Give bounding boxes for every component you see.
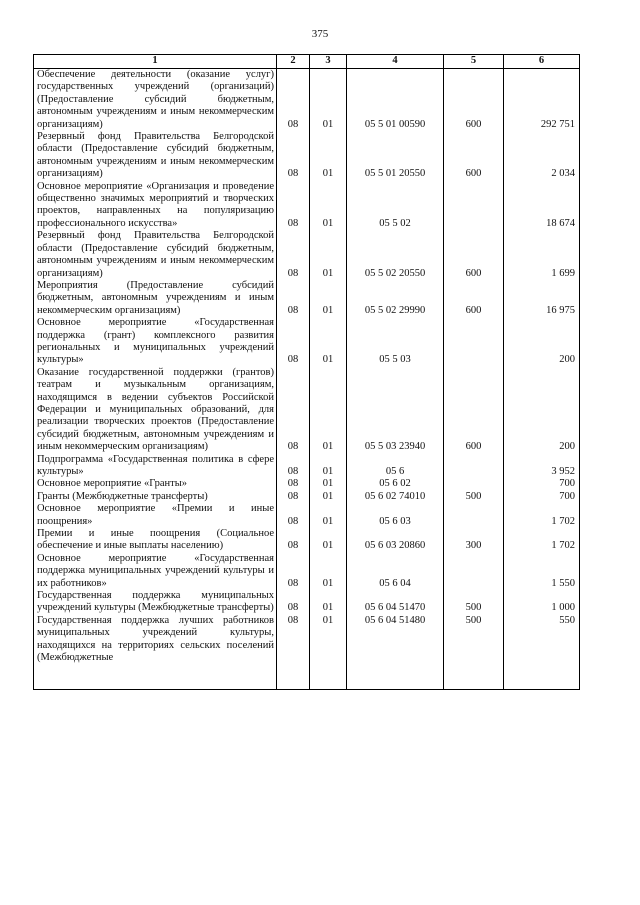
page-number: 375 (311, 28, 329, 40)
row-name-cell: Резервный фонд Правительства Белгородской области (Предоставление субсидий бюджетным, автономным учреждениям и иным некоммерческим организациям) (34, 230, 277, 280)
table-row (34, 615, 580, 690)
amount-cell: 3 952 (504, 454, 580, 479)
row-name-cell: Основное мероприятие «Премии и иные поощрения» (34, 503, 277, 528)
table-row (34, 553, 580, 590)
row-name-text: Государственная поддержка лучших работников муниципальных учреждений культуры, находящихся на территориях сельских поселений (Межбюджетные (37, 614, 274, 664)
expense-type-cell (444, 553, 504, 590)
column-header: 1 (34, 55, 277, 69)
column-header: 2 (277, 55, 310, 69)
table-row (34, 478, 580, 490)
table-row (34, 491, 580, 503)
subsection-code-cell: 01 (310, 230, 347, 280)
amount-cell: 2 034 (504, 131, 580, 181)
subsection-code-cell: 01 (310, 181, 347, 231)
row-name-cell: Гранты (Межбюджетные трансферты) (34, 491, 277, 503)
row-name-cell: Государственная поддержка муниципальных учреждений культуры (Межбюджетные трансферты) (34, 590, 277, 615)
expense-type-cell: 600 (444, 230, 504, 280)
section-code-cell: 08 (277, 528, 310, 553)
column-header: 5 (444, 55, 504, 69)
expense-type-cell (444, 478, 504, 490)
amount-cell: 1 550 (504, 553, 580, 590)
amount-cell: 550 (504, 615, 580, 690)
target-article-cell: 05 5 03 23940 (347, 367, 444, 454)
expense-type-cell: 600 (444, 367, 504, 454)
expense-type-cell: 500 (444, 615, 504, 690)
target-article-cell: 05 6 04 (347, 553, 444, 590)
amount-cell: 200 (504, 317, 580, 367)
table-row (34, 317, 580, 367)
subsection-code-cell: 01 (310, 317, 347, 367)
table-row (34, 454, 580, 479)
amount-cell: 200 (504, 367, 580, 454)
column-header: 6 (504, 55, 580, 69)
header-row (34, 55, 580, 69)
target-article-cell: 05 6 03 20860 (347, 528, 444, 553)
row-name-cell: Основное мероприятие «Государственная поддержка муниципальных учреждений культуры и их работников» (34, 553, 277, 590)
target-article-cell: 05 6 03 (347, 503, 444, 528)
expense-type-cell: 500 (444, 590, 504, 615)
amount-cell: 292 751 (504, 69, 580, 132)
budget-table (33, 54, 580, 690)
section-code-cell: 08 (277, 615, 310, 690)
target-article-cell: 05 5 02 20550 (347, 230, 444, 280)
subsection-code-cell: 01 (310, 367, 347, 454)
subsection-code-cell: 01 (310, 131, 347, 181)
expense-type-cell: 500 (444, 491, 504, 503)
row-name-cell: Обеспечение деятельности (оказание услуг) государственных учреждений (организаций) (Предоставление субсидий бюджетным, автономным учреждениям и иным некоммерческим организациям) (34, 69, 277, 132)
column-header: 3 (310, 55, 347, 69)
row-name-cell: Основное мероприятие «Государственная поддержка (грант) комплексного развития региональных и муниципальных учреждений культуры» (34, 317, 277, 367)
section-code-cell: 08 (277, 131, 310, 181)
expense-type-cell: 600 (444, 69, 504, 132)
target-article-cell: 05 6 02 74010 (347, 491, 444, 503)
table-row (34, 280, 580, 317)
table-row (34, 131, 580, 181)
row-name-cell: Основное мероприятие «Организация и проведение общественно значимых мероприятий и творческих проектов, направленных на популяризацию профессионального искусства» (34, 181, 277, 231)
section-code-cell: 08 (277, 590, 310, 615)
subsection-code-cell: 01 (310, 69, 347, 132)
subsection-code-cell: 01 (310, 590, 347, 615)
amount-cell: 1 699 (504, 230, 580, 280)
expense-type-cell: 600 (444, 280, 504, 317)
row-name-cell: Мероприятия (Предоставление субсидий бюджетным, автономным учреждениям и иным некоммерческим организациям) (34, 280, 277, 317)
section-code-cell: 08 (277, 230, 310, 280)
section-code-cell: 08 (277, 553, 310, 590)
expense-type-cell (444, 503, 504, 528)
target-article-cell: 05 5 01 00590 (347, 69, 444, 132)
section-code-cell: 08 (277, 454, 310, 479)
target-article-cell: 05 5 02 (347, 181, 444, 231)
section-code-cell: 08 (277, 503, 310, 528)
subsection-code-cell: 01 (310, 528, 347, 553)
target-article-cell: 05 6 (347, 454, 444, 479)
section-code-cell: 08 (277, 69, 310, 132)
section-code-cell: 08 (277, 491, 310, 503)
row-name-cell: Оказание государственной поддержки (грантов) театрам и музыкальным организациям, находящимся в ведении субъектов Российской Федерации и муниципальных образований, для реализации творческих проектов (Предоставление субсидий бюджетным, автономным учреждениям и иным некоммерческим организациям) (34, 367, 277, 454)
amount-cell: 16 975 (504, 280, 580, 317)
amount-cell: 1 702 (504, 528, 580, 553)
amount-cell: 700 (504, 478, 580, 490)
table-row (34, 590, 580, 615)
section-code-cell: 08 (277, 367, 310, 454)
table-row (34, 69, 580, 132)
row-name-cell: Резервный фонд Правительства Белгородской области (Предоставление субсидий бюджетным, автономным учреждениям и иным некоммерческим организациям) (34, 131, 277, 181)
target-article-cell: 05 6 02 (347, 478, 444, 490)
table-row (34, 367, 580, 454)
amount-cell: 1 000 (504, 590, 580, 615)
target-article-cell: 05 5 01 20550 (347, 131, 444, 181)
row-name-cell: Премии и иные поощрения (Социальное обеспечение и иные выплаты населению) (34, 528, 277, 553)
amount-cell: 18 674 (504, 181, 580, 231)
expense-type-cell (444, 181, 504, 231)
subsection-code-cell: 01 (310, 503, 347, 528)
target-article-cell: 05 5 03 (347, 317, 444, 367)
subsection-code-cell: 01 (310, 553, 347, 590)
table-row (34, 181, 580, 231)
target-article-cell: 05 6 04 51480 (347, 615, 444, 690)
section-code-cell: 08 (277, 280, 310, 317)
expense-type-cell (444, 454, 504, 479)
table-row (34, 528, 580, 553)
section-code-cell: 08 (277, 478, 310, 490)
section-code-cell: 08 (277, 181, 310, 231)
amount-cell: 700 (504, 491, 580, 503)
subsection-code-cell: 01 (310, 280, 347, 317)
table-row (34, 230, 580, 280)
subsection-code-cell: 01 (310, 478, 347, 490)
table-row (34, 503, 580, 528)
section-code-cell: 08 (277, 317, 310, 367)
expense-type-cell: 300 (444, 528, 504, 553)
row-name-cell: Подпрограмма «Государственная политика в сфере культуры» (34, 454, 277, 479)
column-header: 4 (347, 55, 444, 69)
expense-type-cell (444, 317, 504, 367)
subsection-code-cell: 01 (310, 615, 347, 690)
subsection-code-cell: 01 (310, 454, 347, 479)
target-article-cell: 05 5 02 29990 (347, 280, 444, 317)
row-name-cell (34, 615, 277, 690)
row-name-cell: Основное мероприятие «Гранты» (34, 478, 277, 490)
amount-cell: 1 702 (504, 503, 580, 528)
expense-type-cell: 600 (444, 131, 504, 181)
target-article-cell: 05 6 04 51470 (347, 590, 444, 615)
subsection-code-cell: 01 (310, 491, 347, 503)
